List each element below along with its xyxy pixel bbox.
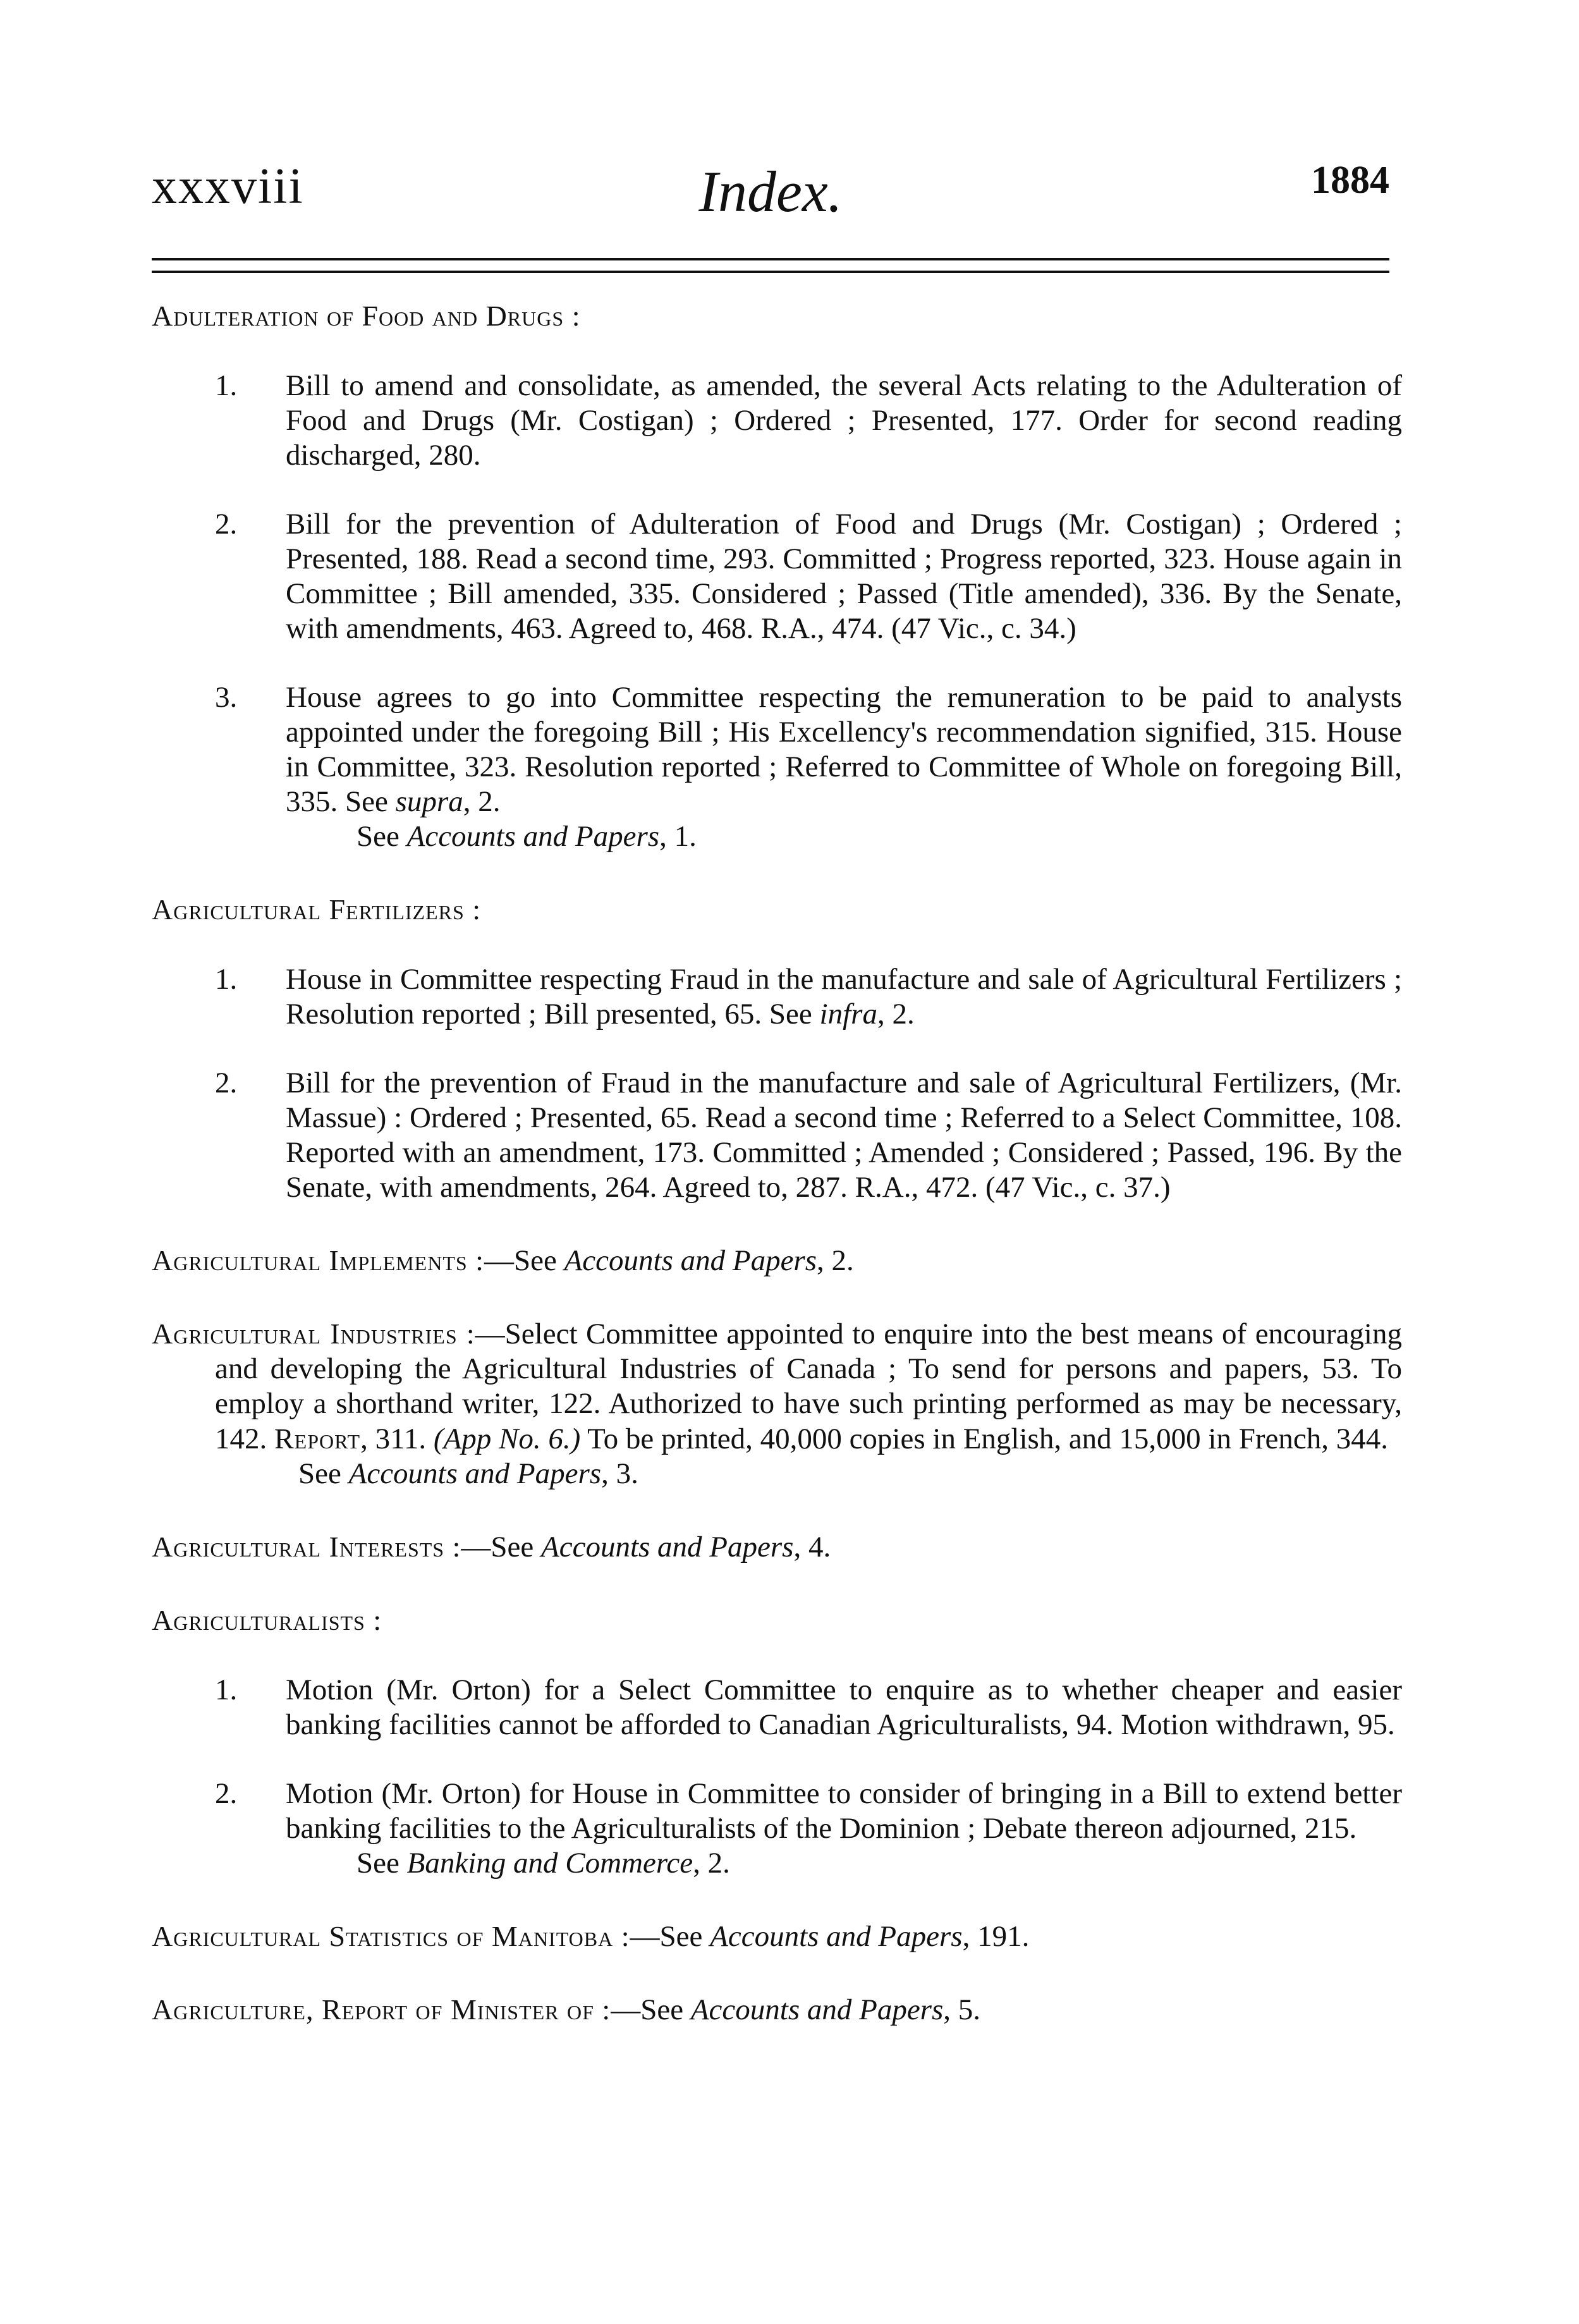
see-number: , 2. [693, 1847, 730, 1880]
cross-reference: Accounts and Papers [564, 1244, 817, 1277]
item-text: Motion (Mr. Orton) for House in Committee to consider of bringing in a Bill to extend better banking facilities to the Agriculturalists of the Dominion ; Debate thereon adjourned, 215. [286, 1777, 1402, 1845]
see-reference [357, 819, 1402, 854]
header-rule [152, 258, 1389, 273]
cross-reference: Accounts and Papers [348, 1457, 602, 1490]
item-number: 3. [215, 681, 238, 714]
see-prefix: —See [484, 1244, 564, 1277]
entry-heading: Adulteration of Food and Drugs : [152, 300, 581, 332]
cross-reference: infra [819, 998, 877, 1031]
see-number: , 4. [793, 1531, 831, 1563]
see-prefix: See [357, 820, 407, 853]
item-number: 1. [215, 369, 238, 402]
entry-agricultural-fertilizers [152, 892, 1402, 1205]
appendix-reference: (App No. 6.) [433, 1422, 581, 1455]
item-number: 1. [215, 1673, 238, 1706]
see-prefix: —See [630, 1920, 710, 1953]
entry-agricultural-industries [152, 1316, 1402, 1491]
item-text: House agrees to go into Committee respecting the remuneration to be paid to analysts appointed under the foregoing Bill ; His Excellency's recommendation signified, 315. House in Committee, 323. Resolution reported ; Referred to Committee of Whole on foregoing Bill, 335. See [286, 681, 1402, 818]
list-item [152, 369, 1402, 473]
entry-text: To be printed, 40,000 copies in English, and 15,000 in French, 344. [580, 1422, 1388, 1455]
entry-heading: Agriculture, Report of Minister of : [152, 1993, 611, 2026]
see-prefix: See [357, 1847, 407, 1880]
cross-reference: Banking and Commerce [406, 1847, 693, 1880]
list-item [152, 680, 1402, 854]
item-text-end: , 2. [463, 785, 501, 818]
see-number: , 2. [817, 1244, 854, 1277]
entry-agricultural-implements [152, 1243, 1402, 1278]
item-number: 2. [215, 1067, 238, 1099]
item-text: Bill for the prevention of Fraud in the manufacture and sale of Agricultural Fertilizers, (Mr. Massue) : Ordered ; Presented, 65. Read a second time ; Referred to a Select Committee, 108. Reported with an amendment, 173. Committed ; Amended ; Considered ; Passed, 196. By the Senate, with amendments, 264. Agreed to, 287. R.A., 472. (47 Vic., c. 37.) [286, 1067, 1402, 1204]
list-item [152, 1066, 1402, 1205]
entry-heading: Agricultural Industries : [152, 1318, 475, 1350]
cross-reference: Accounts and Papers [690, 1993, 944, 2026]
cross-reference: Accounts and Papers [541, 1531, 794, 1563]
year-label: 1884 [1311, 159, 1389, 202]
list-item [152, 507, 1402, 646]
list-item [152, 1673, 1402, 1742]
cross-reference: Accounts and Papers [710, 1920, 963, 1953]
page-number: xxxviii [152, 159, 304, 214]
see-reference [298, 1457, 1402, 1491]
entry-agriculturalists [152, 1603, 1402, 1881]
item-number: 2. [215, 1777, 238, 1810]
see-prefix: See [298, 1457, 349, 1490]
index-content [152, 298, 1402, 2027]
entry-heading: Agricultural Interests : [152, 1531, 461, 1563]
see-number: , 1. [659, 820, 697, 853]
cross-reference: supra [395, 785, 463, 818]
entry-text: —Select Committee appointed to enquire into the best means of encouraging and developing the Agricultural Industries of Canada ; To send for persons and papers, 53. To employ a shorthand writer, 122. Authorized to have such printing performed as may be necessary, 142. [215, 1318, 1402, 1455]
page-title: Index. [698, 159, 843, 224]
entry-adulteration [152, 298, 1402, 854]
entry-heading: Agriculturalists : [152, 1604, 382, 1636]
see-prefix: —See [611, 1993, 691, 2026]
see-number: , 191. [962, 1920, 1030, 1953]
page-header [152, 158, 1389, 228]
item-text: House in Committee respecting Fraud in the manufacture and sale of Agricultural Fertilizers ; Resolution reported ; Bill presented, 65. See [286, 963, 1402, 1031]
cross-reference: Accounts and Papers [406, 820, 660, 853]
entry-agriculture-report [152, 1992, 1402, 2027]
list-item [152, 1777, 1402, 1881]
item-number: 1. [215, 963, 238, 996]
report-label: Report [274, 1422, 361, 1455]
entry-heading: Agricultural Statistics of Manitoba : [152, 1920, 630, 1952]
item-text-end: , 2. [877, 998, 915, 1031]
item-number: 2. [215, 508, 238, 541]
item-text: Bill to amend and consolidate, as amended, the several Acts relating to the Adulteration of Food and Drugs (Mr. Costigan) ; Ordered ; Presented, 177. Order for second reading discharged, 280. [286, 369, 1402, 472]
entry-agricultural-interests [152, 1529, 1402, 1565]
entry-heading: Agricultural Fertilizers : [152, 893, 482, 926]
entry-heading: Agricultural Implements : [152, 1244, 484, 1276]
list-item [152, 962, 1402, 1032]
item-text: Bill for the prevention of Adulteration of Food and Drugs (Mr. Costigan) ; Ordered ; Presented, 188. Read a second time, 293. Committed ; Progress reported, 323. House again in Committee ; Bill amended, 335. Considered ; Passed (Title amended), 336. By the Senate, with amendments, 463. Agreed to, 468. R.A., 474. (47 Vic., c. 34.) [286, 508, 1402, 645]
see-reference [357, 1846, 1402, 1881]
see-prefix: —See [461, 1531, 542, 1563]
entry-text: , 311. [360, 1422, 434, 1455]
see-number: , 3. [601, 1457, 638, 1490]
see-number: , 5. [943, 1993, 981, 2026]
item-text: Motion (Mr. Orton) for a Select Committee to enquire as to whether cheaper and easier banking facilities cannot be afforded to Canadian Agriculturalists, 94. Motion withdrawn, 95. [286, 1673, 1402, 1741]
entry-agricultural-statistics [152, 1919, 1402, 1954]
